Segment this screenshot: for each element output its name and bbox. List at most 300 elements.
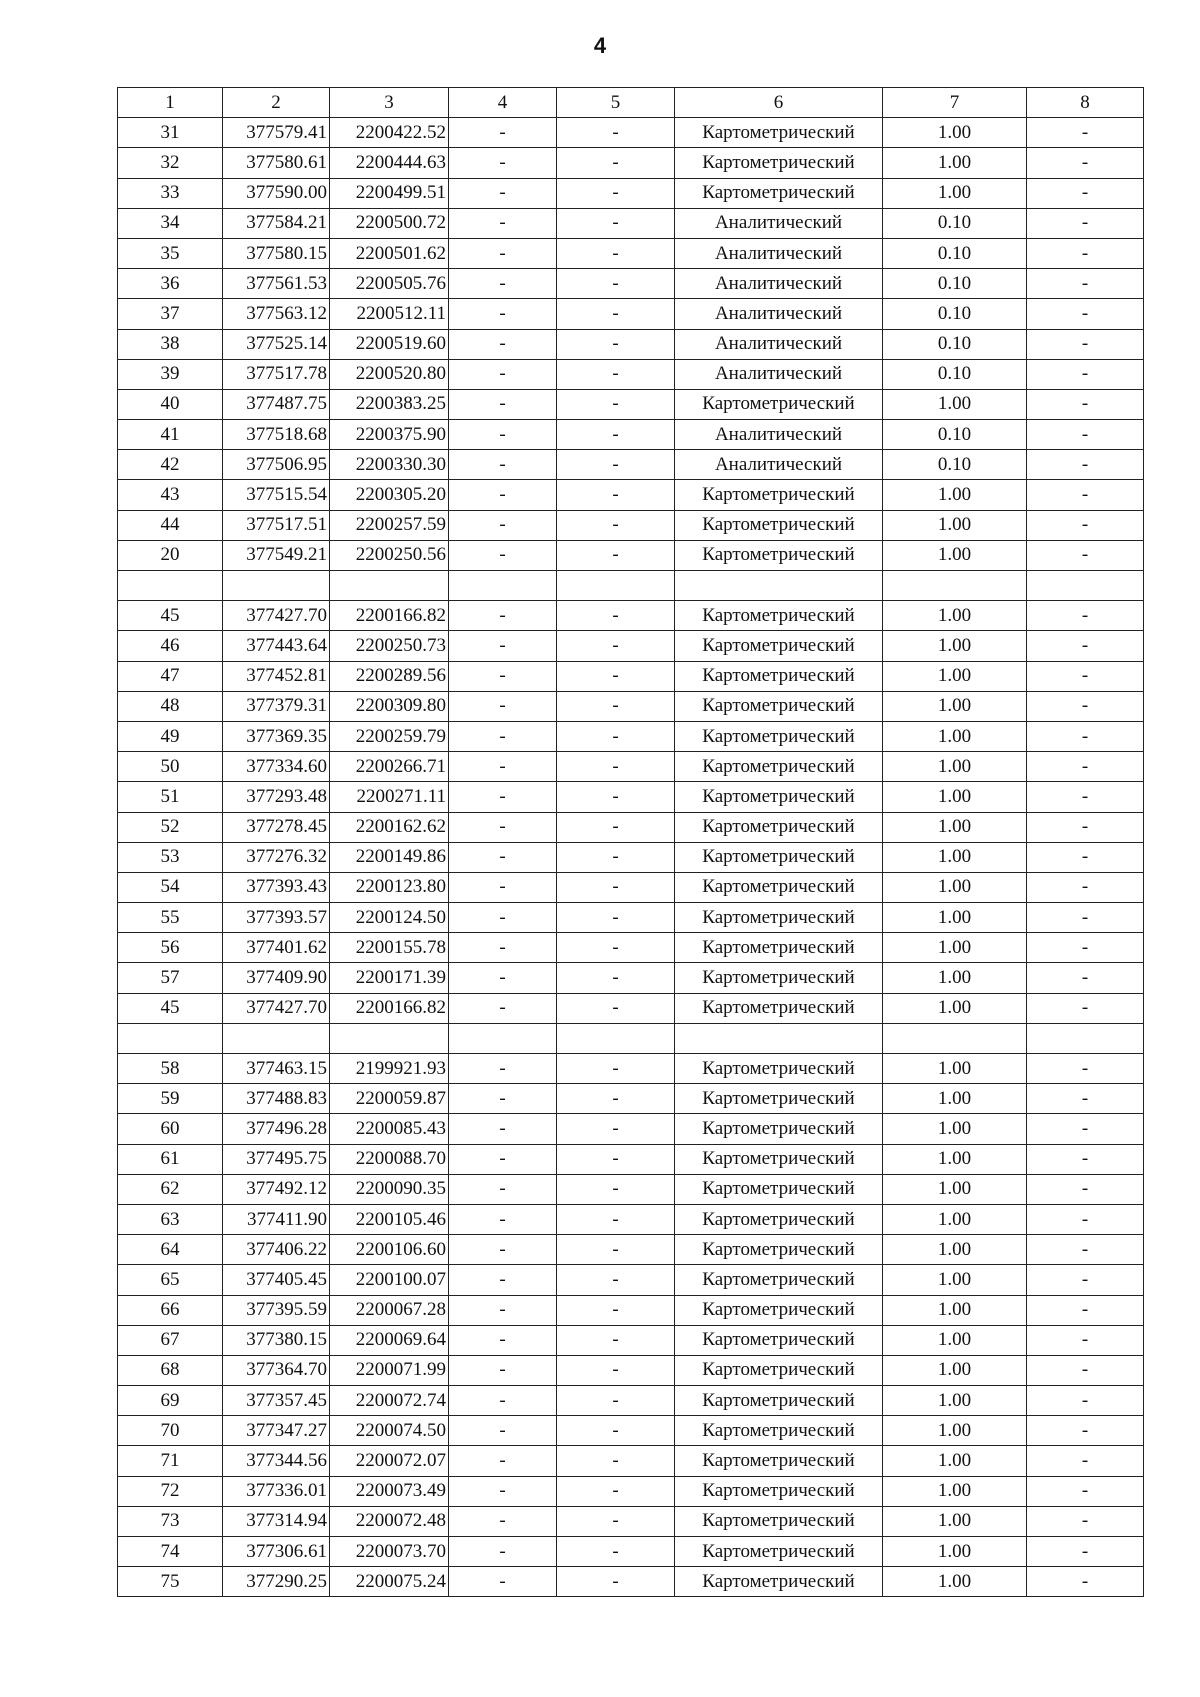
column-4-cell: - — [449, 631, 557, 661]
table-row — [118, 782, 1144, 812]
column-5-cell: - — [557, 178, 675, 208]
column-8-cell: - — [1027, 842, 1144, 872]
y-coordinate-cell: 2200073.49 — [330, 1476, 449, 1506]
point-number-cell: 33 — [118, 178, 223, 208]
column-5-cell: - — [557, 1174, 675, 1204]
y-coordinate-cell — [330, 1023, 449, 1053]
method-cell: Аналитический — [675, 359, 883, 389]
y-coordinate-cell: 2200088.70 — [330, 1144, 449, 1174]
point-number-cell: 55 — [118, 903, 223, 933]
point-number-cell: 20 — [118, 540, 223, 570]
point-number-cell — [118, 571, 223, 601]
accuracy-cell: 1.00 — [883, 1054, 1027, 1084]
method-cell: Картометрический — [675, 782, 883, 812]
y-coordinate-cell: 2200149.86 — [330, 842, 449, 872]
accuracy-cell: 1.00 — [883, 752, 1027, 782]
column-5-cell: - — [557, 812, 675, 842]
column-5-cell: - — [557, 148, 675, 178]
table-row — [118, 1265, 1144, 1295]
column-5-cell: - — [557, 631, 675, 661]
table-row — [118, 1204, 1144, 1234]
column-4-cell: - — [449, 1416, 557, 1446]
y-coordinate-cell: 2200259.79 — [330, 721, 449, 751]
table-row — [118, 1144, 1144, 1174]
column-4-cell: - — [449, 872, 557, 902]
accuracy-cell: 1.00 — [883, 1144, 1027, 1174]
accuracy-cell: 1.00 — [883, 1446, 1027, 1476]
accuracy-cell — [883, 1023, 1027, 1053]
table-row — [118, 1567, 1144, 1597]
y-coordinate-cell: 2200309.80 — [330, 691, 449, 721]
column-8-cell: - — [1027, 903, 1144, 933]
column-5-cell: - — [557, 208, 675, 238]
table-row — [118, 540, 1144, 570]
x-coordinate-cell: 377427.70 — [223, 993, 330, 1023]
accuracy-cell: 1.00 — [883, 480, 1027, 510]
y-coordinate-cell: 2199921.93 — [330, 1054, 449, 1084]
y-coordinate-cell: 2200499.51 — [330, 178, 449, 208]
column-8-cell: - — [1027, 118, 1144, 148]
column-5-cell: - — [557, 420, 675, 450]
table-row — [118, 450, 1144, 480]
column-5-cell: - — [557, 1567, 675, 1597]
column-4-cell: - — [449, 601, 557, 631]
method-cell: Картометрический — [675, 872, 883, 902]
point-number-cell: 39 — [118, 359, 223, 389]
table-row — [118, 933, 1144, 963]
column-5-cell: - — [557, 903, 675, 933]
column-8-cell: - — [1027, 1084, 1144, 1114]
method-cell: Аналитический — [675, 329, 883, 359]
accuracy-cell: 0.10 — [883, 359, 1027, 389]
y-coordinate-cell: 2200124.50 — [330, 903, 449, 933]
table-row — [118, 993, 1144, 1023]
column-5-cell: - — [557, 1355, 675, 1385]
accuracy-cell: 1.00 — [883, 691, 1027, 721]
column-8-cell: - — [1027, 1567, 1144, 1597]
y-coordinate-cell: 2200069.64 — [330, 1325, 449, 1355]
column-4-cell: - — [449, 1084, 557, 1114]
accuracy-cell: 1.00 — [883, 1174, 1027, 1204]
table-row — [118, 571, 1144, 601]
column-8-cell: - — [1027, 359, 1144, 389]
column-8-cell: - — [1027, 208, 1144, 238]
table-row — [118, 1386, 1144, 1416]
column-8-cell: - — [1027, 993, 1144, 1023]
y-coordinate-cell: 2200073.70 — [330, 1537, 449, 1567]
x-coordinate-cell: 377393.43 — [223, 872, 330, 902]
column-4-cell: - — [449, 420, 557, 450]
point-number-cell: 46 — [118, 631, 223, 661]
accuracy-cell: 1.00 — [883, 1204, 1027, 1234]
table-row — [118, 238, 1144, 268]
column-8-cell: - — [1027, 601, 1144, 631]
x-coordinate-cell: 377579.41 — [223, 118, 330, 148]
header-row — [118, 88, 1144, 118]
x-coordinate-cell: 377495.75 — [223, 1144, 330, 1174]
x-coordinate-cell: 377580.61 — [223, 148, 330, 178]
column-4-cell: - — [449, 269, 557, 299]
point-number-cell: 57 — [118, 963, 223, 993]
table-row — [118, 299, 1144, 329]
x-coordinate-cell: 377395.59 — [223, 1295, 330, 1325]
table-row — [118, 1325, 1144, 1355]
accuracy-cell: 1.00 — [883, 631, 1027, 661]
column-8-cell: - — [1027, 1174, 1144, 1204]
point-number-cell: 38 — [118, 329, 223, 359]
point-number-cell: 64 — [118, 1235, 223, 1265]
column-5-cell: - — [557, 1537, 675, 1567]
method-cell: Картометрический — [675, 903, 883, 933]
table-row — [118, 631, 1144, 661]
accuracy-cell: 1.00 — [883, 963, 1027, 993]
x-coordinate-cell: 377406.22 — [223, 1235, 330, 1265]
method-cell: Картометрический — [675, 1325, 883, 1355]
table-row — [118, 1023, 1144, 1053]
y-coordinate-cell: 2200074.50 — [330, 1416, 449, 1446]
y-coordinate-cell: 2200520.80 — [330, 359, 449, 389]
table-row — [118, 842, 1144, 872]
column-8-cell: - — [1027, 1537, 1144, 1567]
table-row — [118, 691, 1144, 721]
x-coordinate-cell: 377443.64 — [223, 631, 330, 661]
x-coordinate-cell — [223, 1023, 330, 1053]
table-row — [118, 601, 1144, 631]
column-8-cell: - — [1027, 269, 1144, 299]
column-4-cell: - — [449, 782, 557, 812]
x-coordinate-cell: 377409.90 — [223, 963, 330, 993]
method-cell: Картометрический — [675, 389, 883, 419]
column-5-cell: - — [557, 299, 675, 329]
point-number-cell: 48 — [118, 691, 223, 721]
y-coordinate-cell: 2200067.28 — [330, 1295, 449, 1325]
column-4-cell: - — [449, 359, 557, 389]
column-8-cell: - — [1027, 148, 1144, 178]
accuracy-cell: 1.00 — [883, 389, 1027, 419]
accuracy-cell: 1.00 — [883, 118, 1027, 148]
method-cell: Картометрический — [675, 1084, 883, 1114]
column-5-cell: - — [557, 721, 675, 751]
method-cell: Картометрический — [675, 1567, 883, 1597]
column-4-cell — [449, 1023, 557, 1053]
point-number-cell: 60 — [118, 1114, 223, 1144]
table-row — [118, 480, 1144, 510]
method-cell: Картометрический — [675, 1295, 883, 1325]
column-4-cell: - — [449, 812, 557, 842]
y-coordinate-cell — [330, 571, 449, 601]
header-cell: 2 — [223, 88, 330, 118]
x-coordinate-cell: 377278.45 — [223, 812, 330, 842]
table-row — [118, 1114, 1144, 1144]
y-coordinate-cell: 2200266.71 — [330, 752, 449, 782]
y-coordinate-cell: 2200271.11 — [330, 782, 449, 812]
point-number-cell: 36 — [118, 269, 223, 299]
accuracy-cell: 1.00 — [883, 721, 1027, 751]
accuracy-cell: 1.00 — [883, 872, 1027, 902]
method-cell — [675, 571, 883, 601]
table-row — [118, 359, 1144, 389]
table-row — [118, 1506, 1144, 1536]
header-cell: 8 — [1027, 88, 1144, 118]
x-coordinate-cell: 377411.90 — [223, 1204, 330, 1234]
method-cell: Картометрический — [675, 1537, 883, 1567]
column-5-cell: - — [557, 963, 675, 993]
column-5-cell: - — [557, 389, 675, 419]
method-cell: Картометрический — [675, 1114, 883, 1144]
method-cell: Картометрический — [675, 1416, 883, 1446]
point-number-cell: 41 — [118, 420, 223, 450]
column-4-cell: - — [449, 661, 557, 691]
y-coordinate-cell: 2200072.48 — [330, 1506, 449, 1536]
table-row — [118, 269, 1144, 299]
column-8-cell: - — [1027, 1204, 1144, 1234]
method-cell: Картометрический — [675, 1235, 883, 1265]
column-4-cell: - — [449, 148, 557, 178]
column-4-cell: - — [449, 1235, 557, 1265]
x-coordinate-cell: 377290.25 — [223, 1567, 330, 1597]
column-4-cell: - — [449, 1325, 557, 1355]
table-row — [118, 1446, 1144, 1476]
accuracy-cell: 1.00 — [883, 1476, 1027, 1506]
point-number-cell: 51 — [118, 782, 223, 812]
table-row — [118, 420, 1144, 450]
header-cell: 6 — [675, 88, 883, 118]
column-8-cell: - — [1027, 510, 1144, 540]
column-5-cell: - — [557, 359, 675, 389]
column-4-cell: - — [449, 299, 557, 329]
accuracy-cell: 1.00 — [883, 1265, 1027, 1295]
column-5-cell: - — [557, 269, 675, 299]
x-coordinate-cell: 377427.70 — [223, 601, 330, 631]
accuracy-cell: 1.00 — [883, 1386, 1027, 1416]
method-cell: Аналитический — [675, 299, 883, 329]
table-row — [118, 1355, 1144, 1385]
column-4-cell: - — [449, 1355, 557, 1385]
column-5-cell: - — [557, 480, 675, 510]
column-5-cell: - — [557, 1476, 675, 1506]
x-coordinate-cell: 377293.48 — [223, 782, 330, 812]
column-5-cell: - — [557, 993, 675, 1023]
x-coordinate-cell: 377334.60 — [223, 752, 330, 782]
column-8-cell: - — [1027, 1054, 1144, 1084]
column-5-cell: - — [557, 782, 675, 812]
column-8-cell: - — [1027, 238, 1144, 268]
method-cell: Аналитический — [675, 269, 883, 299]
point-number-cell: 31 — [118, 118, 223, 148]
x-coordinate-cell: 377518.68 — [223, 420, 330, 450]
point-number-cell: 37 — [118, 299, 223, 329]
column-8-cell: - — [1027, 691, 1144, 721]
point-number-cell: 54 — [118, 872, 223, 902]
point-number-cell: 67 — [118, 1325, 223, 1355]
point-number-cell: 47 — [118, 661, 223, 691]
column-8-cell: - — [1027, 661, 1144, 691]
x-coordinate-cell: 377515.54 — [223, 480, 330, 510]
y-coordinate-cell: 2200519.60 — [330, 329, 449, 359]
y-coordinate-cell: 2200105.46 — [330, 1204, 449, 1234]
method-cell: Картометрический — [675, 1204, 883, 1234]
column-5-cell — [557, 571, 675, 601]
column-4-cell: - — [449, 208, 557, 238]
method-cell: Аналитический — [675, 238, 883, 268]
column-8-cell: - — [1027, 752, 1144, 782]
column-8-cell: - — [1027, 450, 1144, 480]
column-4-cell: - — [449, 903, 557, 933]
column-4-cell: - — [449, 842, 557, 872]
point-number-cell: 45 — [118, 993, 223, 1023]
method-cell: Картометрический — [675, 963, 883, 993]
method-cell: Картометрический — [675, 842, 883, 872]
column-5-cell: - — [557, 1295, 675, 1325]
column-4-cell: - — [449, 329, 557, 359]
y-coordinate-cell: 2200166.82 — [330, 601, 449, 631]
column-5-cell: - — [557, 1144, 675, 1174]
method-cell: Картометрический — [675, 1355, 883, 1385]
point-number-cell: 68 — [118, 1355, 223, 1385]
column-8-cell: - — [1027, 1386, 1144, 1416]
accuracy-cell: 1.00 — [883, 148, 1027, 178]
column-8-cell: - — [1027, 721, 1144, 751]
column-5-cell: - — [557, 540, 675, 570]
table-row — [118, 510, 1144, 540]
accuracy-cell: 0.10 — [883, 238, 1027, 268]
y-coordinate-cell: 2200501.62 — [330, 238, 449, 268]
column-4-cell: - — [449, 540, 557, 570]
y-coordinate-cell: 2200072.74 — [330, 1386, 449, 1416]
column-4-cell: - — [449, 1476, 557, 1506]
accuracy-cell: 0.10 — [883, 450, 1027, 480]
column-4-cell: - — [449, 691, 557, 721]
y-coordinate-cell: 2200071.99 — [330, 1355, 449, 1385]
column-8-cell: - — [1027, 1355, 1144, 1385]
accuracy-cell — [883, 571, 1027, 601]
column-8-cell: - — [1027, 872, 1144, 902]
point-number-cell: 69 — [118, 1386, 223, 1416]
accuracy-cell: 1.00 — [883, 1295, 1027, 1325]
column-8-cell: - — [1027, 420, 1144, 450]
x-coordinate-cell: 377525.14 — [223, 329, 330, 359]
y-coordinate-cell: 2200257.59 — [330, 510, 449, 540]
column-5-cell: - — [557, 1506, 675, 1536]
y-coordinate-cell: 2200155.78 — [330, 933, 449, 963]
x-coordinate-cell: 377364.70 — [223, 1355, 330, 1385]
accuracy-cell: 1.00 — [883, 1235, 1027, 1265]
column-4-cell: - — [449, 1567, 557, 1597]
y-coordinate-cell: 2200123.80 — [330, 872, 449, 902]
header-cell: 5 — [557, 88, 675, 118]
y-coordinate-cell: 2200106.60 — [330, 1235, 449, 1265]
point-number-cell: 49 — [118, 721, 223, 751]
y-coordinate-cell: 2200250.73 — [330, 631, 449, 661]
point-number-cell: 52 — [118, 812, 223, 842]
method-cell: Картометрический — [675, 631, 883, 661]
method-cell: Картометрический — [675, 148, 883, 178]
header-cell: 4 — [449, 88, 557, 118]
column-4-cell: - — [449, 752, 557, 782]
point-number-cell: 45 — [118, 601, 223, 631]
accuracy-cell: 1.00 — [883, 178, 1027, 208]
y-coordinate-cell: 2200250.56 — [330, 540, 449, 570]
accuracy-cell: 0.10 — [883, 269, 1027, 299]
x-coordinate-cell: 377488.83 — [223, 1084, 330, 1114]
accuracy-cell: 1.00 — [883, 1567, 1027, 1597]
method-cell — [675, 1023, 883, 1053]
x-coordinate-cell: 377463.15 — [223, 1054, 330, 1084]
accuracy-cell: 0.10 — [883, 208, 1027, 238]
accuracy-cell: 0.10 — [883, 420, 1027, 450]
column-8-cell: - — [1027, 540, 1144, 570]
accuracy-cell: 1.00 — [883, 1084, 1027, 1114]
column-8-cell: - — [1027, 812, 1144, 842]
method-cell: Картометрический — [675, 1386, 883, 1416]
x-coordinate-cell: 377517.78 — [223, 359, 330, 389]
table-row — [118, 812, 1144, 842]
column-8-cell: - — [1027, 1506, 1144, 1536]
table-row — [118, 1235, 1144, 1265]
y-coordinate-cell: 2200375.90 — [330, 420, 449, 450]
column-5-cell: - — [557, 1446, 675, 1476]
method-cell: Картометрический — [675, 1265, 883, 1295]
point-number-cell: 59 — [118, 1084, 223, 1114]
point-number-cell: 43 — [118, 480, 223, 510]
table-row — [118, 148, 1144, 178]
y-coordinate-cell: 2200059.87 — [330, 1084, 449, 1114]
column-5-cell: - — [557, 1235, 675, 1265]
x-coordinate-cell: 377584.21 — [223, 208, 330, 238]
column-4-cell: - — [449, 118, 557, 148]
table-row — [118, 1537, 1144, 1567]
x-coordinate-cell: 377549.21 — [223, 540, 330, 570]
table-row — [118, 903, 1144, 933]
accuracy-cell: 1.00 — [883, 540, 1027, 570]
accuracy-cell: 1.00 — [883, 1416, 1027, 1446]
accuracy-cell: 1.00 — [883, 661, 1027, 691]
x-coordinate-cell: 377487.75 — [223, 389, 330, 419]
accuracy-cell: 1.00 — [883, 601, 1027, 631]
point-number-cell: 63 — [118, 1204, 223, 1234]
column-5-cell: - — [557, 118, 675, 148]
column-5-cell: - — [557, 1386, 675, 1416]
column-8-cell: - — [1027, 329, 1144, 359]
x-coordinate-cell — [223, 571, 330, 601]
column-5-cell: - — [557, 842, 675, 872]
table-row — [118, 1174, 1144, 1204]
column-5-cell: - — [557, 601, 675, 631]
point-number-cell: 44 — [118, 510, 223, 540]
column-4-cell: - — [449, 1295, 557, 1325]
point-number-cell: 58 — [118, 1054, 223, 1084]
table-body — [118, 118, 1144, 1597]
column-4-cell: - — [449, 963, 557, 993]
y-coordinate-cell: 2200072.07 — [330, 1446, 449, 1476]
column-4-cell: - — [449, 480, 557, 510]
y-coordinate-cell: 2200422.52 — [330, 118, 449, 148]
y-coordinate-cell: 2200330.30 — [330, 450, 449, 480]
column-5-cell: - — [557, 1054, 675, 1084]
point-number-cell: 73 — [118, 1506, 223, 1536]
column-4-cell: - — [449, 178, 557, 208]
x-coordinate-cell: 377452.81 — [223, 661, 330, 691]
x-coordinate-cell: 377492.12 — [223, 1174, 330, 1204]
method-cell: Картометрический — [675, 933, 883, 963]
column-5-cell: - — [557, 1325, 675, 1355]
y-coordinate-cell: 2200085.43 — [330, 1114, 449, 1144]
column-8-cell: - — [1027, 1114, 1144, 1144]
column-4-cell: - — [449, 238, 557, 268]
column-5-cell: - — [557, 450, 675, 480]
column-8-cell: - — [1027, 480, 1144, 510]
column-5-cell: - — [557, 933, 675, 963]
